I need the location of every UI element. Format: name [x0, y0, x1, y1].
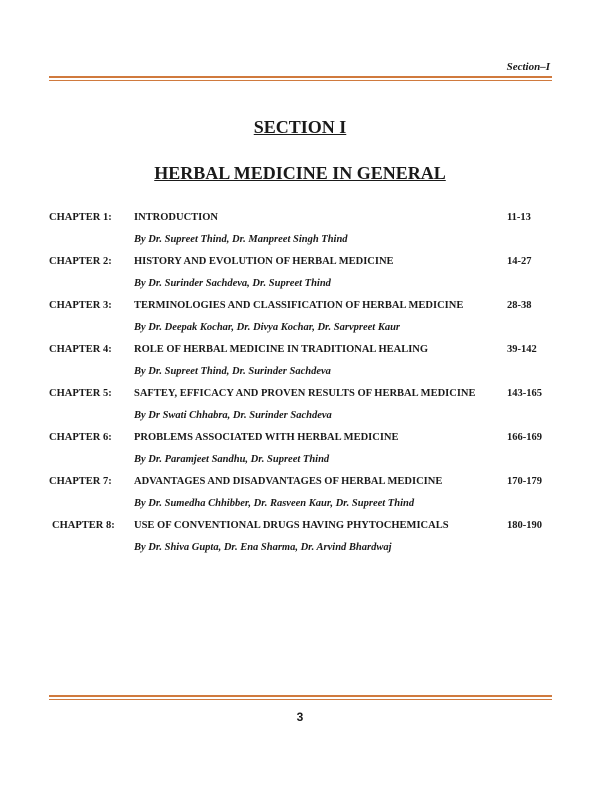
chapter-authors: By Dr. Deepak Kochar, Dr. Divya Kochar, Dr. Sarvpreet Kaur [134, 322, 401, 333]
chapter-number: CHAPTER 6: [49, 432, 112, 443]
chapter-number: CHAPTER 1: [49, 212, 112, 223]
chapter-number: CHAPTER 5: [49, 388, 112, 399]
section-title: SECTION I [253, 117, 347, 137]
toc-entry-chapter-1[interactable] [49, 212, 559, 256]
chapter-authors: By Dr Swati Chhabra, Dr. Surinder Sachdeva [134, 410, 332, 421]
page-number: 3 [296, 710, 304, 724]
chapter-pages: 166-169 [507, 432, 542, 443]
chapter-title: ADVANTAGES AND DISADVANTAGES OF HERBAL MEDICINE [134, 476, 443, 487]
chapter-number: CHAPTER 7: [49, 476, 112, 487]
chapter-authors: By Dr. Surinder Sachdeva, Dr. Supreet Thind [134, 278, 331, 289]
chapter-title: SAFTEY, EFFICACY AND PROVEN RESULTS OF HERBAL MEDICINE [134, 388, 476, 399]
chapter-authors: By Dr. Supreet Thind, Dr. Manpreet Singh Thind [134, 234, 348, 245]
chapter-number: CHAPTER 2: [49, 256, 112, 267]
toc-entry-chapter-2[interactable] [49, 256, 559, 300]
chapter-authors: By Dr. Supreet Thind, Dr. Surinder Sachdeva [134, 366, 331, 377]
chapter-number: CHAPTER 8: [52, 520, 115, 531]
chapter-title: INTRODUCTION [134, 212, 219, 223]
toc-entry-chapter-7[interactable] [49, 476, 559, 520]
toc-entry-chapter-4[interactable] [49, 344, 559, 388]
toc-entry-chapter-6[interactable] [49, 432, 559, 476]
chapter-pages: 180-190 [507, 520, 542, 531]
running-head: Section–I [506, 61, 550, 73]
chapter-title: TERMINOLOGIES AND CLASSIFICATION OF HERBAL MEDICINE [134, 300, 464, 311]
footer-rule [49, 695, 552, 700]
chapter-number: CHAPTER 4: [49, 344, 112, 355]
toc-entry-chapter-3[interactable] [49, 300, 559, 344]
chapter-authors: By Dr. Shiva Gupta, Dr. Ena Sharma, Dr. Arvind Bhardwaj [134, 542, 392, 553]
chapter-authors: By Dr. Sumedha Chhibber, Dr. Rasveen Kaur, Dr. Supreet Thind [134, 498, 415, 509]
chapter-title: HISTORY AND EVOLUTION OF HERBAL MEDICINE [134, 256, 394, 267]
chapter-authors: By Dr. Paramjeet Sandhu, Dr. Supreet Thind [134, 454, 330, 465]
toc-entry-chapter-8[interactable] [49, 520, 559, 564]
chapter-pages: 39-142 [507, 344, 537, 355]
chapter-title: ROLE OF HERBAL MEDICINE IN TRADITIONAL HEALING [134, 344, 429, 355]
section-subtitle: HERBAL MEDICINE IN GENERAL [154, 163, 446, 183]
chapter-pages: 28-38 [507, 300, 532, 311]
chapter-pages: 14-27 [507, 256, 532, 267]
toc-entry-chapter-5[interactable] [49, 388, 559, 432]
chapter-pages: 143-165 [507, 388, 542, 399]
header-rule [49, 76, 552, 81]
chapter-number: CHAPTER 3: [49, 300, 112, 311]
chapter-title: USE OF CONVENTIONAL DRUGS HAVING PHYTOCHEMICALS [134, 520, 449, 531]
chapter-pages: 11-13 [507, 212, 531, 223]
table-of-contents [49, 212, 559, 564]
chapter-title: PROBLEMS ASSOCIATED WITH HERBAL MEDICINE [134, 432, 399, 443]
chapter-pages: 170-179 [507, 476, 542, 487]
